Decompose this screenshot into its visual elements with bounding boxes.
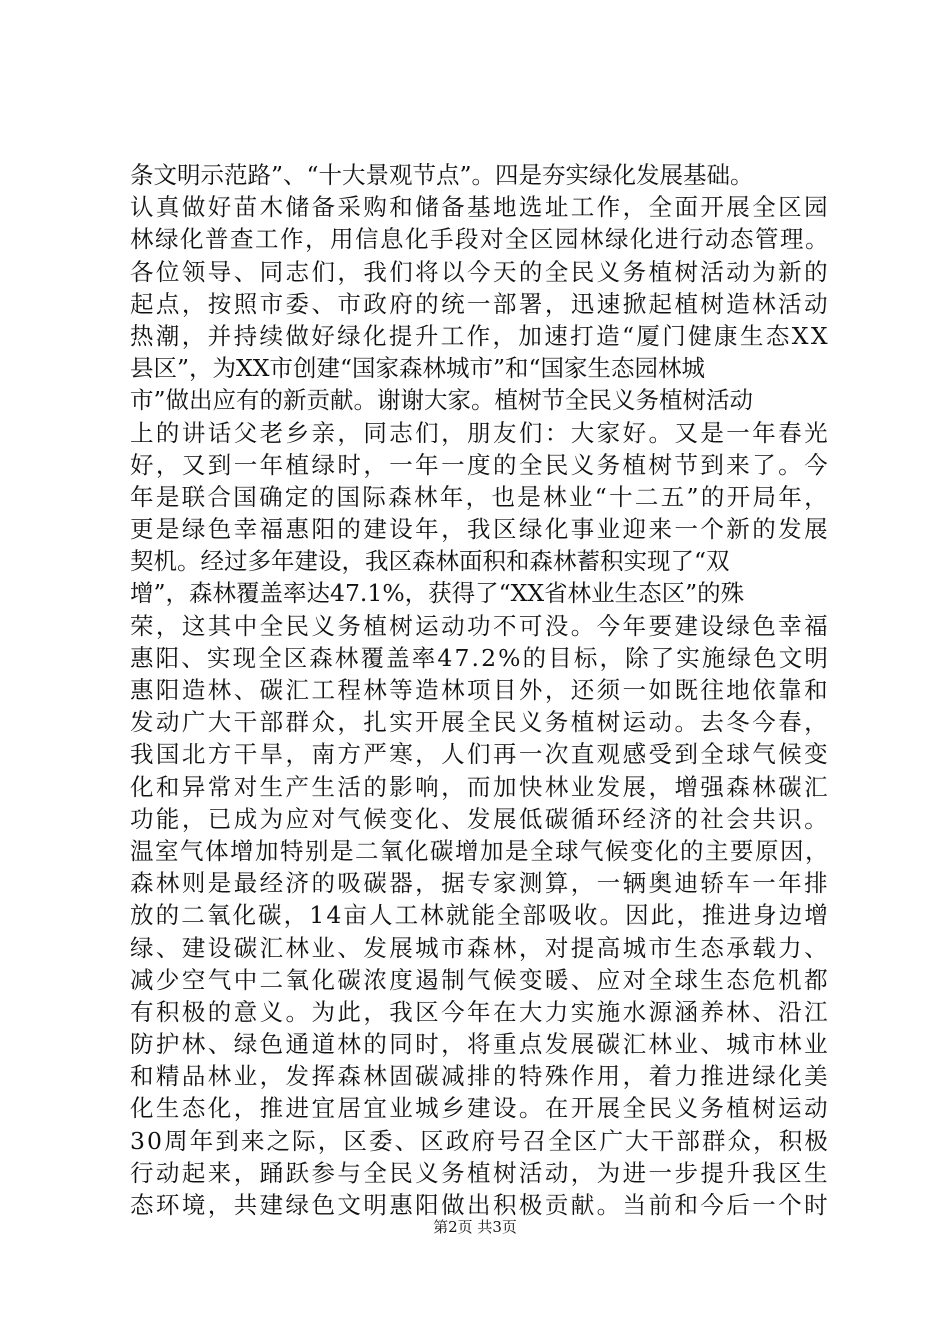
text-line: 放的二氧化碳，14亩人工林就能全部吸收。因此，推进身边增 bbox=[130, 901, 830, 930]
text-line: 化和异常对生产生活的影响，而加快林业发展，增强森林碳汇 bbox=[130, 772, 830, 801]
text-line: 好，又到一年植绿时，一年一度的全民义务植树节到来了。今 bbox=[130, 450, 830, 479]
text-line: 热潮，并持续做好绿化提升工作，加速打造“厦门健康生态XX bbox=[130, 321, 830, 350]
text-line: 行动起来，踊跃参与全民义务植树活动，为进一步提升我区生 bbox=[130, 1158, 830, 1187]
text-line: 更是绿色幸福惠阳的建设年，我区绿化事业迎来一个新的发展 bbox=[130, 515, 830, 544]
text-line: 年是联合国确定的国际森林年，也是林业“十二五”的开局年， bbox=[130, 482, 830, 511]
text-line: 市”做出应有的新贡献。谢谢大家。植树节全民义务植树活动 bbox=[130, 386, 754, 415]
text-line: 30周年到来之际，区委、区政府号召全区广大干部群众，积极 bbox=[130, 1126, 830, 1155]
text-line: 功能，已成为应对气候变化、发展低碳循环经济的社会共识。 bbox=[130, 804, 830, 833]
text-line: 上的讲话父老乡亲，同志们，朋友们：大家好。又是一年春光 bbox=[130, 418, 830, 447]
text-line: 绿、建设碳汇林业、发展城市森林，对提高城市生态承载力、 bbox=[130, 933, 830, 962]
text-line: 县区”，为XX市创建“国家森林城市”和“国家生态园林城 bbox=[130, 354, 706, 383]
text-line: 发动广大干部群众，扎实开展全民义务植树运动。去冬今春， bbox=[130, 708, 830, 737]
text-line: 化生态化，推进宜居宜业城乡建设。在开展全民义务植树运动 bbox=[130, 1094, 830, 1123]
text-line: 契机。经过多年建设，我区森林面积和森林蓄积实现了“双 bbox=[130, 547, 730, 576]
text-line: 温室气体增加特别是二氧化碳增加是全球气候变化的主要原因， bbox=[130, 836, 830, 865]
text-line: 起点，按照市委、市政府的统一部署，迅速掀起植树造林活动 bbox=[130, 289, 830, 318]
text-line: 减少空气中二氧化碳浓度遏制气候变暖、应对全球生态危机都 bbox=[130, 965, 830, 994]
text-line: 认真做好苗木储备采购和储备基地选址工作，全面开展全区园 bbox=[130, 193, 830, 222]
text-line: 林绿化普查工作，用信息化手段对全区园林绿化进行动态管理。 bbox=[130, 225, 830, 254]
text-line: 惠阳、实现全区森林覆盖率47.2%的目标，除了实施绿色文明 bbox=[130, 643, 830, 672]
text-line: 森林则是最经济的吸碳器，据专家测算，一辆奥迪轿车一年排 bbox=[130, 869, 830, 898]
text-line: 条文明示范路”、“十大景观节点”。四是夯实绿化发展基础。 bbox=[130, 161, 754, 189]
text-line: 有积极的意义。为此，我区今年在大力实施水源涵养林、沿江 bbox=[130, 997, 830, 1026]
page-footer: 第2页 共3页 bbox=[433, 1218, 517, 1236]
text-line: 各位领导、同志们，我们将以今天的全民义务植树活动为新的 bbox=[130, 257, 830, 286]
text-line: 惠阳造林、碳汇工程林等造林项目外，还须一如既往地依靠和 bbox=[130, 676, 830, 704]
text-line: 增”，森林覆盖率达47.1%，获得了“XX省林业生态区”的殊 bbox=[130, 579, 745, 608]
text-line: 我国北方干旱，南方严寒，人们再一次直观感受到全球气候变 bbox=[130, 740, 830, 769]
body-text bbox=[130, 159, 830, 1221]
text-line: 态环境，共建绿色文明惠阳做出积极贡献。当前和今后一个时 bbox=[130, 1191, 830, 1219]
text-line: 防护林、绿色通道林的同时，将重点发展碳汇林业、城市林业 bbox=[130, 1030, 830, 1059]
text-line: 荣，这其中全民义务植树运动功不可没。今年要建设绿色幸福 bbox=[130, 611, 830, 640]
text-line: 和精品林业，发挥森林固碳减排的特殊作用，着力推进绿化美 bbox=[130, 1062, 830, 1091]
